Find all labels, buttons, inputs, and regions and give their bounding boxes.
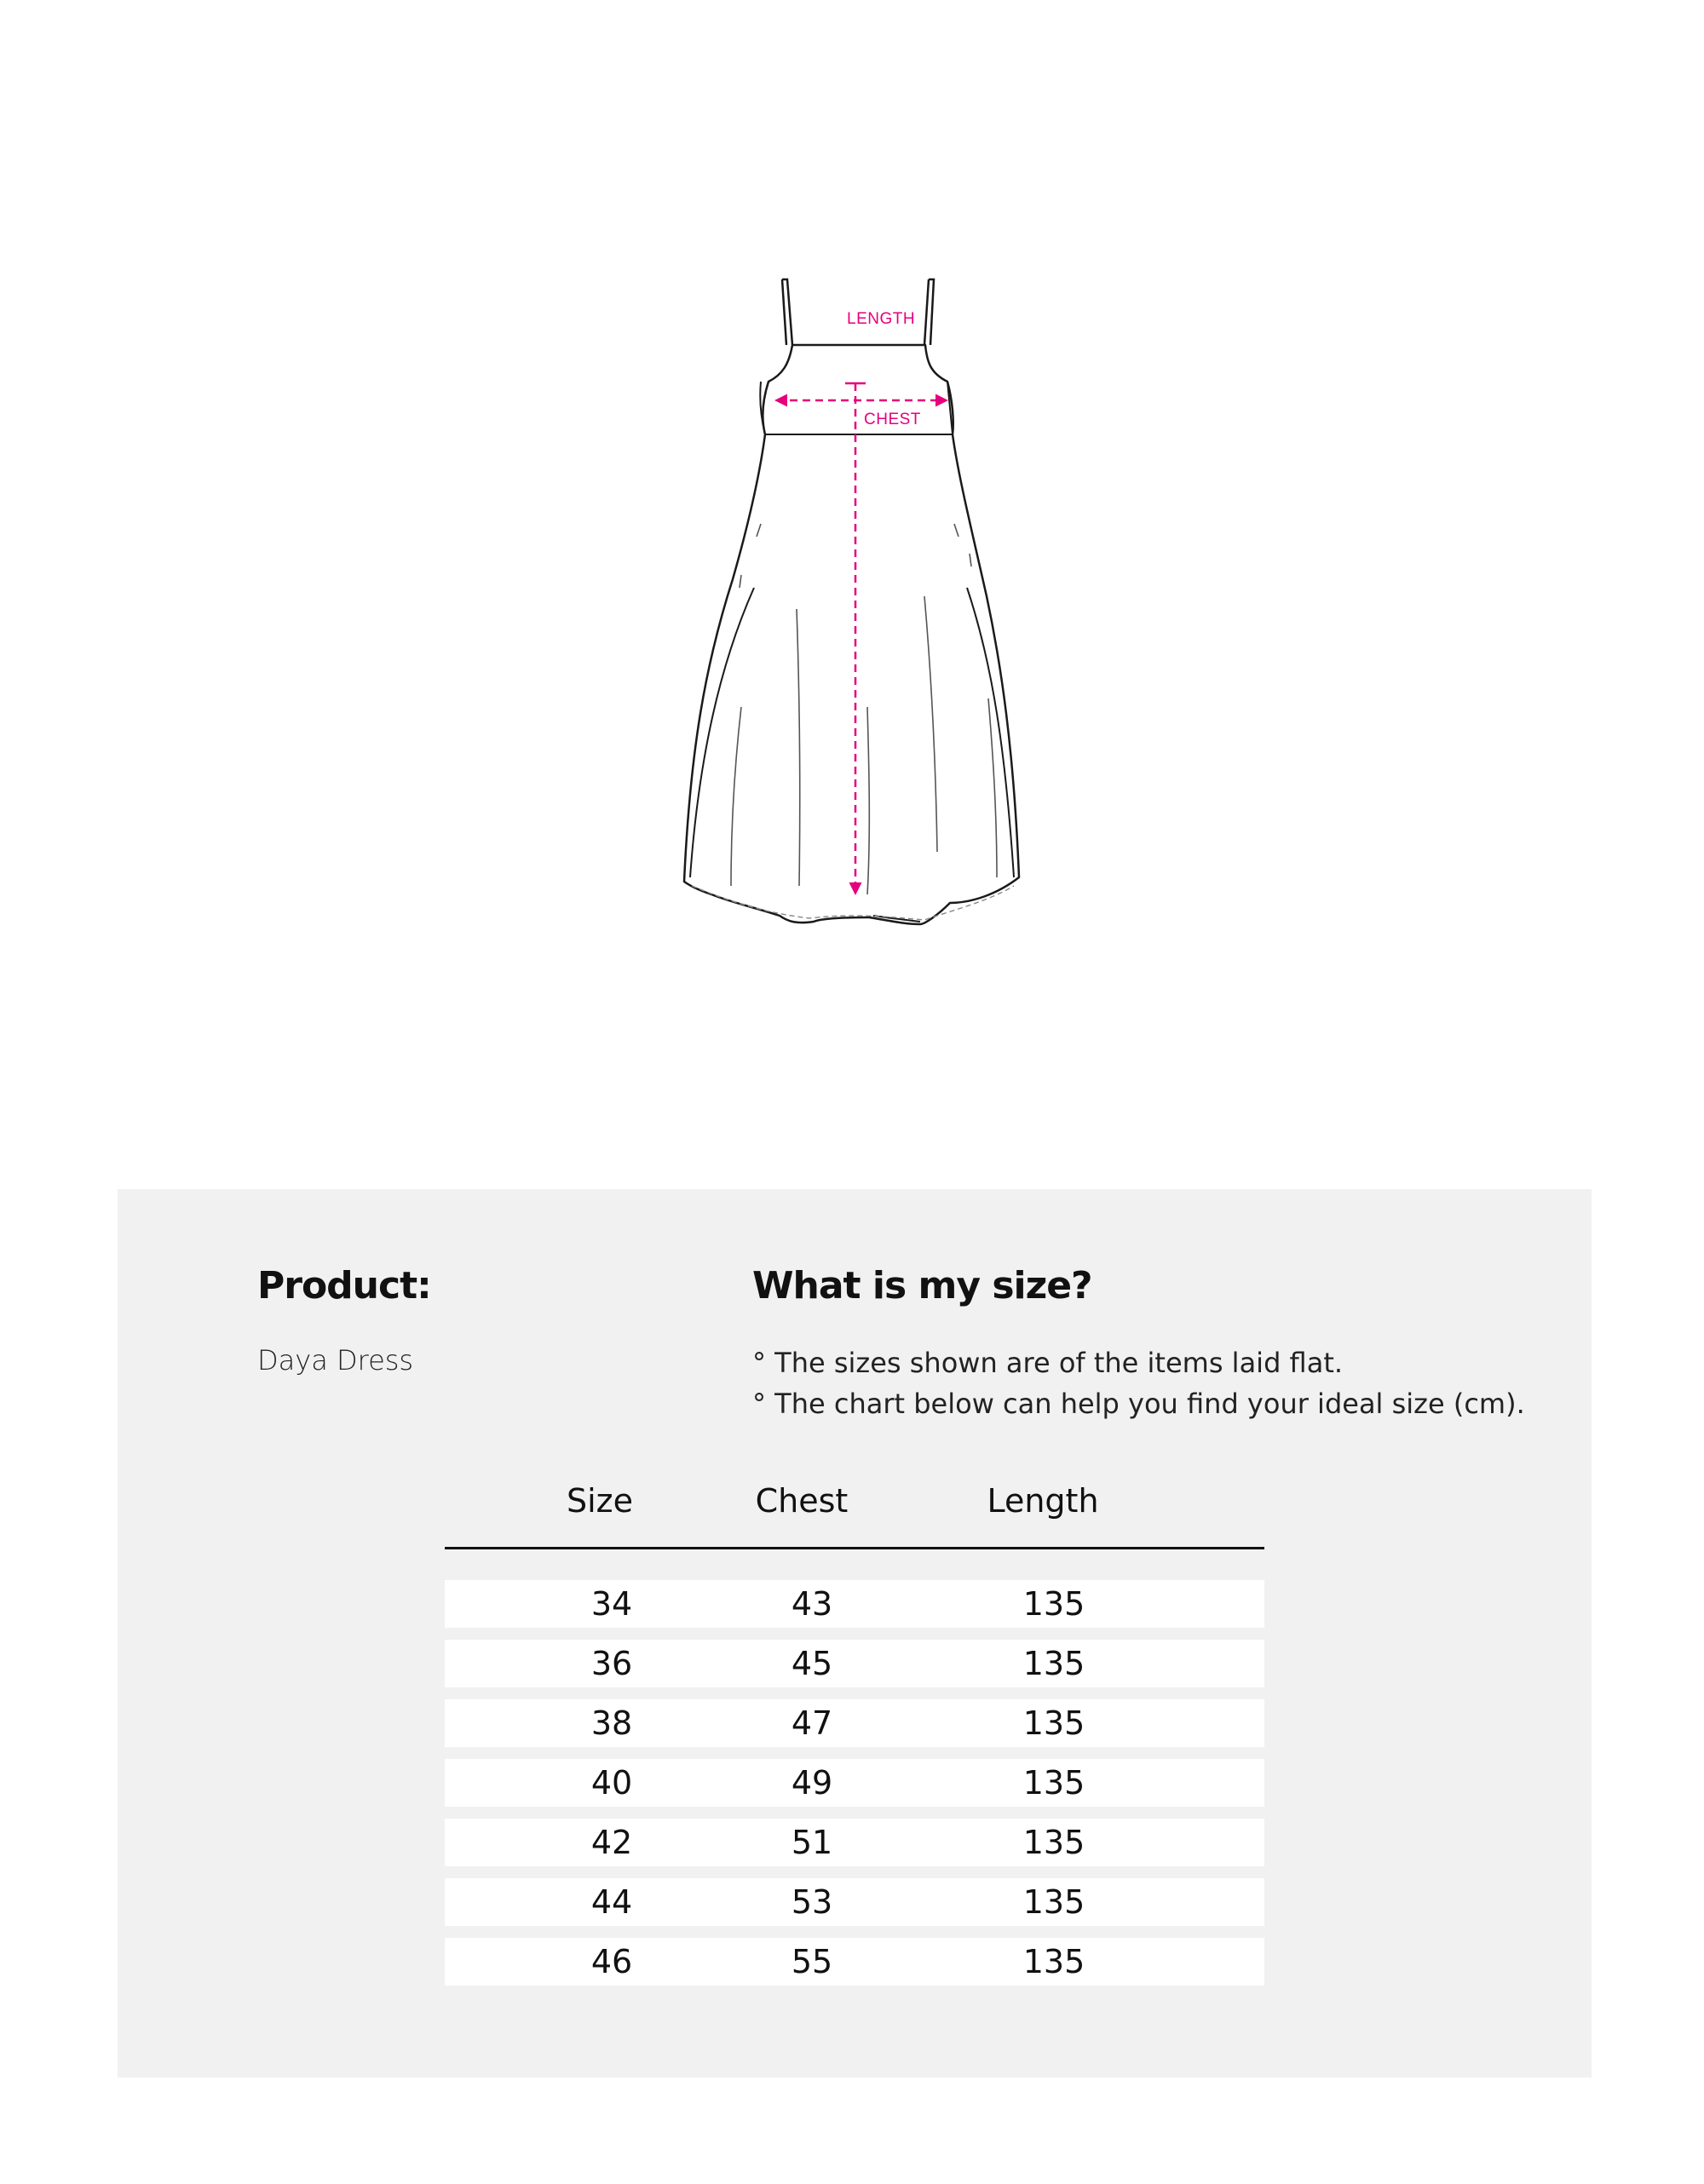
cell-length: 135 <box>1022 1645 1085 1682</box>
chest-label: CHEST <box>864 411 921 428</box>
cell-chest: 55 <box>791 1943 833 1980</box>
size-guide-panel <box>118 1189 1592 2078</box>
table-row <box>445 1699 1264 1747</box>
size-table-body <box>445 1580 1264 1997</box>
cell-chest: 51 <box>791 1824 833 1861</box>
size-table-header <box>445 1482 1264 1533</box>
cell-chest: 45 <box>791 1645 833 1682</box>
header-chest: Chest <box>755 1482 849 1520</box>
cell-chest: 43 <box>791 1585 833 1623</box>
table-row <box>445 1759 1264 1807</box>
cell-length: 135 <box>1022 1585 1085 1623</box>
product-heading: Product: <box>257 1264 431 1308</box>
cell-length: 135 <box>1022 1704 1085 1742</box>
length-label: LENGTH <box>847 310 916 328</box>
table-row <box>445 1938 1264 1986</box>
cell-length: 135 <box>1022 1764 1085 1802</box>
product-name: Daya Dress <box>257 1344 414 1376</box>
table-row <box>445 1819 1264 1866</box>
cell-chest: 53 <box>791 1883 833 1921</box>
cell-size: 34 <box>590 1585 633 1623</box>
size-heading: What is my size? <box>752 1264 1092 1308</box>
header-size: Size <box>566 1482 633 1520</box>
cell-size: 44 <box>590 1883 633 1921</box>
table-row <box>445 1580 1264 1628</box>
dress-illustration <box>0 0 1704 1022</box>
size-note: ° The chart below can help you find your ideal size (cm). <box>752 1388 1525 1420</box>
cell-size: 40 <box>590 1764 633 1802</box>
cell-chest: 47 <box>791 1704 833 1742</box>
dress-outline <box>684 345 1019 924</box>
table-row <box>445 1878 1264 1926</box>
cell-length: 135 <box>1022 1943 1085 1980</box>
header-length: Length <box>987 1482 1099 1520</box>
cell-length: 135 <box>1022 1824 1085 1861</box>
cell-chest: 49 <box>791 1764 833 1802</box>
size-notes <box>752 1342 1525 1424</box>
table-row <box>445 1640 1264 1687</box>
size-note: ° The sizes shown are of the items laid flat. <box>752 1347 1344 1379</box>
cell-size: 36 <box>590 1645 633 1682</box>
cell-size: 46 <box>590 1943 633 1980</box>
header-divider <box>445 1547 1264 1549</box>
cell-length: 135 <box>1022 1883 1085 1921</box>
cell-size: 42 <box>590 1824 633 1861</box>
cell-size: 38 <box>590 1704 633 1742</box>
